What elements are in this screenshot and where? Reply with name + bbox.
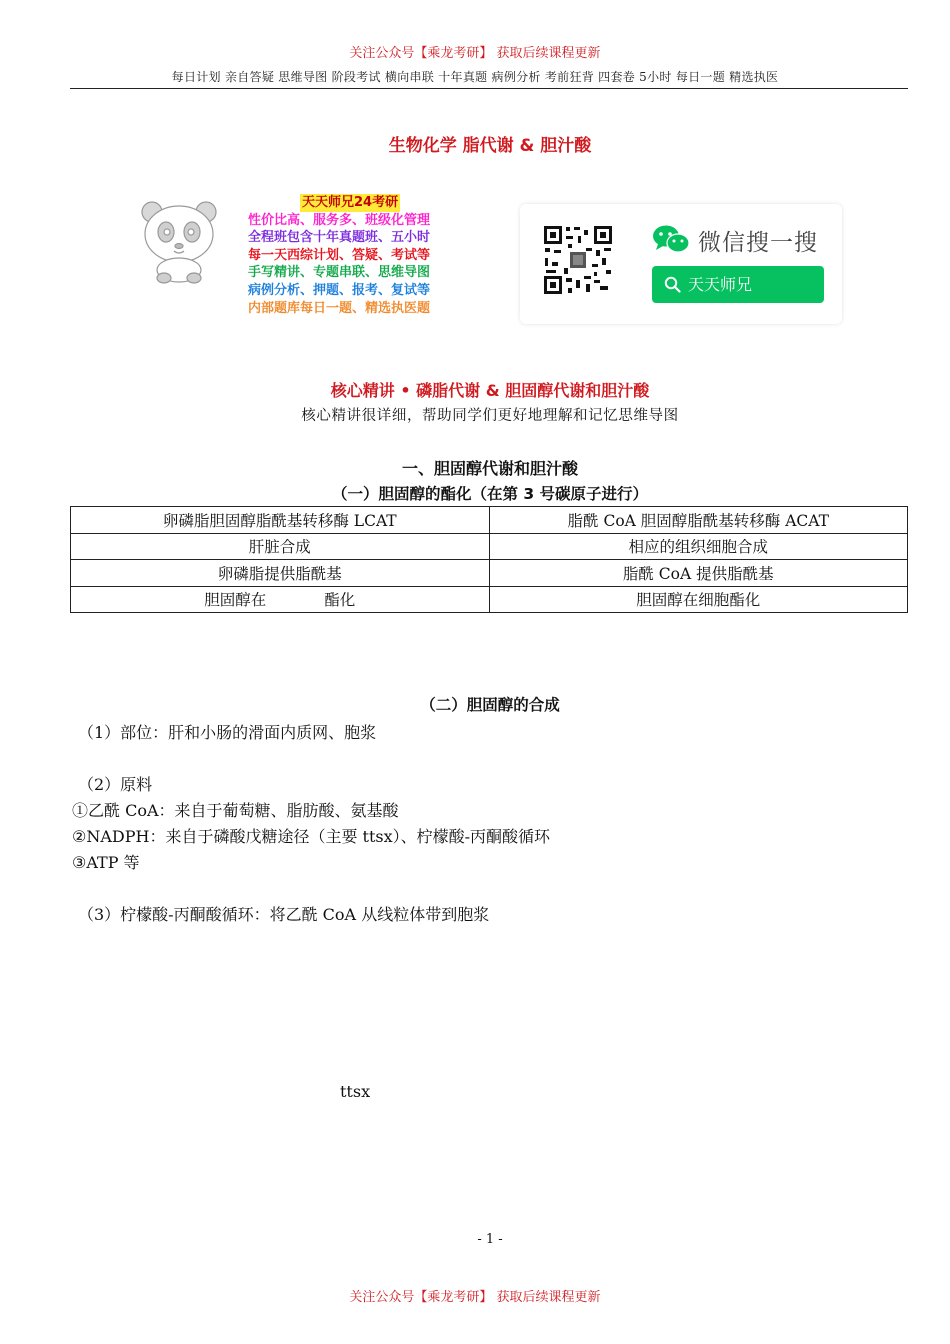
blank-prefix: 胆固醇在 <box>204 591 267 610</box>
item-material-1: ①乙酰 CoA：来自于葡萄糖、脂肪酸、氨基酸 <box>72 801 399 820</box>
table-cell-fill-blank <box>71 586 490 613</box>
promo-line: 性价比高、服务多、班级化管理 <box>248 212 431 228</box>
promo-line: 病例分析、押题、报考、复试等 <box>248 282 431 298</box>
item-site: （1）部位：肝和小肠的滑面内质网、胞浆 <box>78 723 377 742</box>
table-cell: 卵磷脂提供脂酰基 <box>71 560 490 587</box>
table-cell: 胆固醇在细胞酯化 <box>489 586 908 613</box>
wechat-search-box[interactable] <box>652 266 824 303</box>
section-title: 核心精讲 • 磷脂代谢 & 胆固醇代谢和胆汁酸 <box>330 381 650 400</box>
item-material-3: ③ATP 等 <box>72 853 140 872</box>
table-cell: 脂酰 CoA 提供脂酰基 <box>489 560 908 587</box>
panda-illustration <box>136 198 224 284</box>
table-cell: 卵磷脂胆固醇脂酰基转移酶 LCAT <box>71 507 490 534</box>
item-cycle: （3）柠檬酸-丙酮酸循环：将乙酰 CoA 从线粒体带到胞浆 <box>78 905 490 924</box>
promo-line: 内部题库每日一题、精选执医题 <box>248 300 431 316</box>
table-cell: 相应的组织细胞合成 <box>489 533 908 560</box>
table-cell: 肝脏合成 <box>71 533 490 560</box>
wechat-logo-icon <box>652 224 690 254</box>
promo-line: 每一天西综计划、答疑、考试等 <box>248 247 431 263</box>
table-row <box>71 560 908 587</box>
item-material-2: ②NADPH：来自于磷酸戊糖途径（主要 ttsx）、柠檬酸-丙酮酸循环 <box>72 827 551 846</box>
item-materials: （2）原料 <box>78 775 153 794</box>
table-row <box>71 507 908 534</box>
search-icon <box>664 276 681 293</box>
table-row <box>71 533 908 560</box>
page-number: - 1 - <box>477 1232 503 1247</box>
promo-line: 全程班包含十年真题班、五小时 <box>248 230 431 246</box>
table-cell: 脂酰 CoA 胆固醇脂酰基转移酶 ACAT <box>489 507 908 534</box>
footer-notice: 关注公众号【乘龙考研】 获取后续课程更新 <box>349 1290 601 1305</box>
header-nav-line: 每日计划 亲自答疑 思维导图 阶段考试 横向串联 十年真题 病例分析 考前狂背 四套卷 5小时 每日一题 精选执医 <box>171 70 779 84</box>
doc-title: 生物化学 脂代谢 & 胆汁酸 <box>388 136 592 156</box>
header-notice: 关注公众号【乘龙考研】 获取后续课程更新 <box>349 46 601 61</box>
promo-text-block <box>248 194 470 317</box>
part-heading: 一、胆固醇代谢和胆汁酸 <box>401 459 578 478</box>
promo-line: 手写精讲、专题串联、思维导图 <box>248 265 431 281</box>
blank-suffix: 酯化 <box>324 591 356 610</box>
subheading-esterification: （一）胆固醇的酯化（在第 3 号碳原子进行） <box>331 485 649 503</box>
table-row <box>71 586 908 613</box>
wechat-search-card <box>520 204 842 324</box>
header-divider <box>70 88 908 89</box>
promo-title: 天天师兄24考研 <box>302 195 399 210</box>
watermark-text: ttsx <box>340 1082 371 1101</box>
esterification-table <box>70 506 908 613</box>
qr-code-icon <box>542 224 614 296</box>
subheading-synthesis: （二）胆固醇的合成 <box>420 696 560 714</box>
wechat-search-label: 微信搜一搜 <box>698 230 818 256</box>
wechat-search-text: 天天师兄 <box>688 275 753 294</box>
section-subtitle: 核心精讲很详细，帮助同学们更好地理解和记忆思维导图 <box>301 408 679 424</box>
